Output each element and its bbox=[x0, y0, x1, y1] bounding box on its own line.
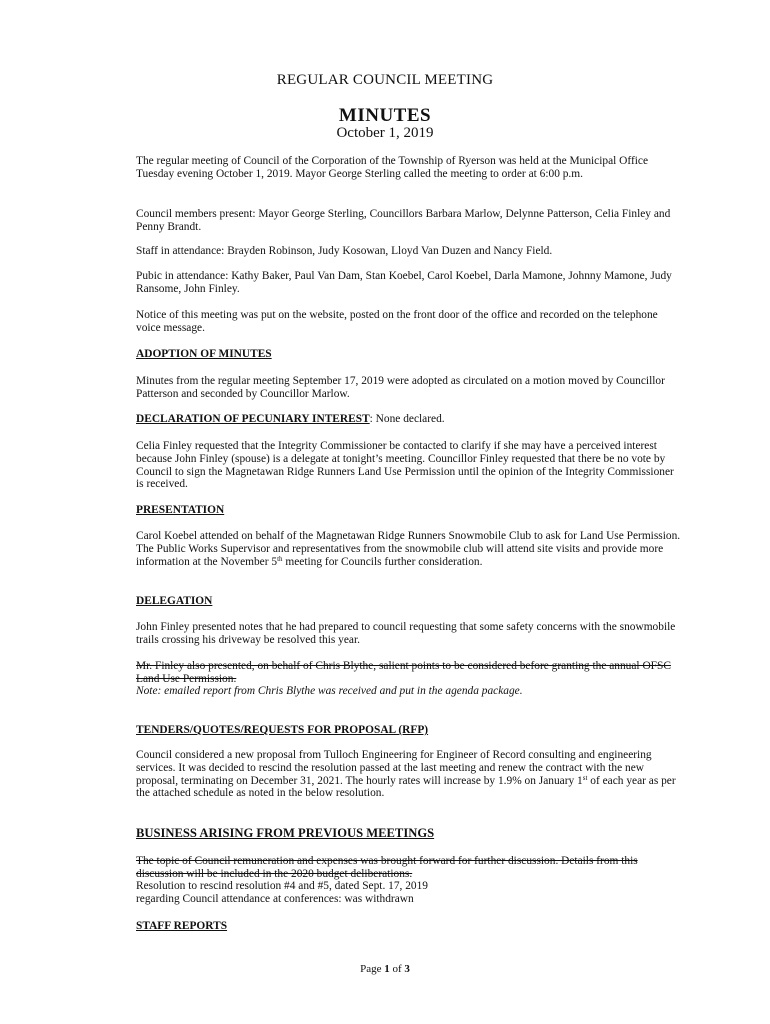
pecuniary-inline: : None declared. bbox=[369, 413, 445, 425]
tenders-paragraph bbox=[136, 749, 681, 800]
tenders-heading: TENDERS/QUOTES/REQUESTS FOR PROPOSAL (RFP) bbox=[136, 724, 429, 736]
page-number: 1 bbox=[384, 963, 390, 975]
pecuniary-heading: DECLARATION OF PECUNIARY INTEREST bbox=[136, 413, 370, 425]
adoption-heading: ADOPTION OF MINUTES bbox=[136, 348, 272, 360]
delegation-struck-paragraph: Mr. Finley also presented, on behalf of Chris Blythe, salient points to be considered before granting the annual OFSC Land Use Permission. bbox=[136, 660, 671, 685]
business-line-1: Resolution to rescind resolution #4 and #5, dated Sept. 17, 2019 bbox=[136, 880, 429, 892]
business-line-2: regarding Council attendance at conferences: was withdrawn bbox=[136, 893, 414, 905]
delegation-heading: DELEGATION bbox=[136, 595, 213, 607]
delegation-paragraph: John Finley presented notes that he had prepared to council requesting that some safety concerns with the snowmobile trails crossing his driveway be resolved this year. bbox=[136, 621, 676, 646]
council-present-paragraph: Council members present: Mayor George Sterling, Councillors Barbara Marlow, Delynne Patterson, Celia Finley and Penny Brandt. bbox=[136, 208, 671, 233]
document-title: MINUTES bbox=[338, 105, 432, 126]
opening-paragraph: The regular meeting of Council of the Corporation of the Township of Ryerson was held at the Municipal Office Tuesday evening October 1, 2019. Mayor George Sterling called the meeting to order at 6:00 p.m. bbox=[136, 155, 649, 180]
presentation-sup: th bbox=[277, 554, 283, 563]
business-struck-paragraph: The topic of Council remuneration and expenses was brought forward for further discussion. Details from this discussion will be included in the 2020 budget deliberations. bbox=[136, 855, 638, 880]
presentation-text-b: meeting for Councils further consideration. bbox=[282, 555, 483, 568]
meeting-date: October 1, 2019 bbox=[336, 125, 434, 141]
tenders-text-b: of each year as per the attached schedule as noted in the below resolution. bbox=[136, 774, 676, 800]
adoption-paragraph: Minutes from the regular meeting September 17, 2019 were adopted as circulated on a motion moved by Councillor Patterson and seconded by Councillor Marlow. bbox=[136, 375, 665, 400]
staff-reports-heading: STAFF REPORTS bbox=[136, 920, 228, 932]
business-heading: BUSINESS ARISING FROM PREVIOUS MEETINGS bbox=[136, 826, 435, 840]
page-total: 3 bbox=[404, 963, 410, 975]
staff-paragraph: Staff in attendance: Brayden Robinson, Judy Kosowan, Lloyd Van Duzen and Nancy Field. bbox=[136, 245, 553, 257]
of-word: of bbox=[392, 963, 402, 975]
presentation-paragraph bbox=[136, 530, 681, 568]
delegation-note: Note: emailed report from Chris Blythe was received and put in the agenda package. bbox=[136, 685, 523, 697]
public-paragraph: Pubic in attendance: Kathy Baker, Paul Van Dam, Stan Koebel, Carol Koebel, Darla Mamone, Johnny Mamone, Judy Ransome, John Finley. bbox=[136, 270, 672, 295]
presentation-text-a: Carol Koebel attended on behalf of the Magnetawan Ridge Runners Snowmobile Club to ask for Land Use Permission. The Public Works Supervisor and representatives from the snowmobile club will attend site visits and provide more information at the November 5 bbox=[136, 530, 681, 568]
pecuniary-paragraph: Celia Finley requested that the Integrity Commissioner be contacted to clarify if she may have a perceived interest because John Finley (spouse) is a delegate at tonight’s meeting. Councillor Finley requested that there be no vote by Council to sign the Magnetawan Ridge Runners Land Use Permission until the opinion of the Integrity Commissioner is received. bbox=[136, 440, 674, 491]
meeting-title: REGULAR COUNCIL MEETING bbox=[276, 72, 494, 88]
page-word: Page bbox=[360, 963, 382, 975]
presentation-heading: PRESENTATION bbox=[136, 504, 225, 516]
tenders-text-a: Council considered a new proposal from Tulloch Engineering for Engineer of Record consulting and engineering services. It was decided to rescind the resolution passed at the last meeting and renew the contract with the new proposal, terminating on December 31, 2021. The hourly rates will increase by 1.9% on January 1 bbox=[136, 749, 652, 787]
tenders-sup: st bbox=[582, 773, 588, 782]
page-footer bbox=[0, 963, 770, 975]
pecuniary-line bbox=[136, 413, 681, 426]
notice-paragraph: Notice of this meeting was put on the website, posted on the front door of the office and recorded on the telephone voice message. bbox=[136, 309, 658, 334]
